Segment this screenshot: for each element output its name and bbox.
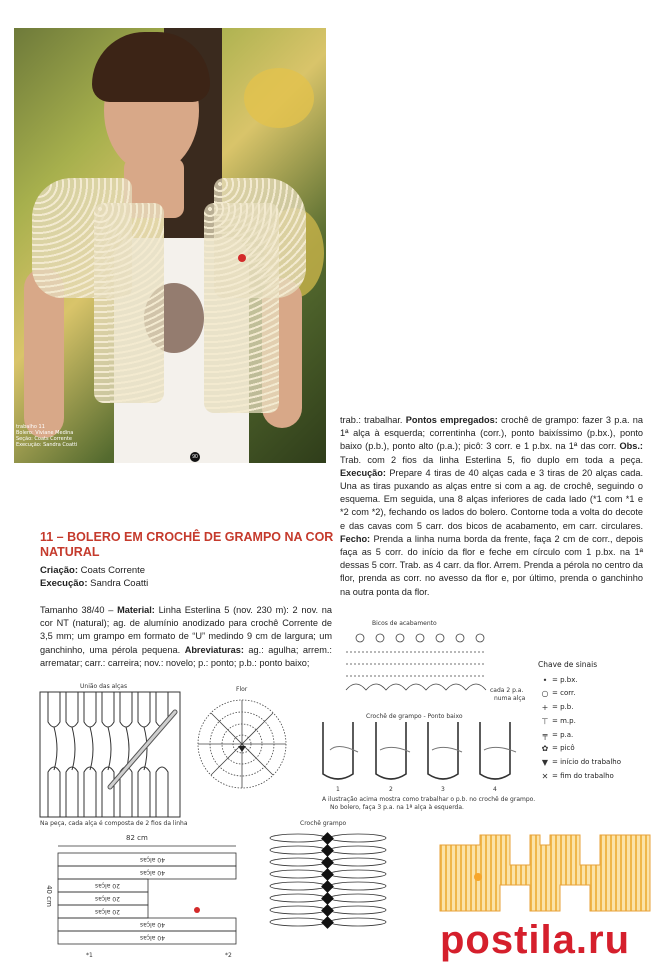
creation-label: Criação:: [40, 565, 79, 576]
text-run: Trab. com 2 fios da linha Esterlina 5, fio duplo em toda a peça.: [340, 454, 643, 465]
photo-caption: [16, 424, 77, 448]
key-label: = início do trabalho: [552, 757, 621, 766]
edging-note-2: numa alça: [494, 695, 526, 702]
key-row: [538, 770, 648, 784]
text-run: ag.: agulha; arrem.: arrematar; carr.: carreira; nov.: novelo; p.: ponto; p.b.: ponto baixo;: [40, 644, 332, 668]
marker-right: *2: [225, 952, 232, 959]
double-crochet-icon: ╤: [542, 730, 548, 740]
edging-note-1: cada 2 p.a.: [490, 687, 524, 694]
key-label: = picô: [552, 744, 575, 753]
scheme-height: 40 cm: [44, 885, 53, 907]
text-run: Prenda a linha numa borda da frente, faça 2 cm de corr., depois faça as 5 corr. do início da flor e feche em círculo com 1 p.bx. na 1ª dessas 5 corr. Trab. as 4 carr. da flor. Arrem. Prenda a pérola no centro da flor, prenda as corr. no avesso da flor e, por último, prenda o ganchinho na outra ponta da flor.: [340, 533, 643, 597]
instructions-right-column: [340, 414, 643, 599]
key-label: = p.b.: [552, 703, 574, 712]
hairpin-strip-diagram: [268, 830, 388, 930]
key-label: = m.p.: [552, 716, 576, 725]
slip-stitch-icon: •: [542, 675, 548, 685]
caption-line: trabalho 11: [16, 424, 45, 430]
key-row: [538, 715, 648, 729]
caption-line: Bolero: Viviane Medina: [16, 430, 74, 436]
key-row: [538, 742, 648, 756]
caption-line: Seção: Coats Corrente: [16, 436, 72, 442]
flower-diagram: [192, 694, 292, 794]
creation-value: Coats Corrente: [80, 565, 146, 576]
closure-label: Fecho:: [340, 533, 371, 544]
key-row: [538, 756, 648, 770]
hairpin-strip-title: Crochê grampo: [300, 820, 347, 827]
model-photo: [14, 28, 326, 463]
marker-left: *1: [86, 952, 93, 959]
single-crochet-icon: +: [541, 703, 549, 713]
strip-label: 20 alças: [95, 908, 120, 915]
hairpin-step: 2: [389, 786, 393, 793]
key-title: Chave de sinais: [538, 660, 598, 669]
hairpin-note-1: A ilustração acima mostra como trabalhar o p.b. no crochê de grampo.: [322, 796, 536, 803]
hairpin-step: 3: [441, 786, 445, 793]
page-marker: 90: [190, 452, 200, 462]
strip-label: 40 alças: [140, 934, 165, 941]
hairpin-step: 4: [493, 786, 497, 793]
key-row: [538, 729, 648, 743]
text-run: Tamanho 38/40 –: [40, 605, 118, 615]
hairpin-note-2: No bolero, faça 3 p.a. na 1ª alça à esquerda.: [330, 804, 464, 811]
end-icon: ✕: [541, 771, 549, 781]
bolero-shape-diagram: [440, 835, 650, 911]
key-label: = corr.: [552, 689, 576, 698]
key-row: [538, 687, 648, 701]
key-label: = p.a.: [552, 730, 574, 739]
picot-icon: ✿: [541, 744, 549, 754]
text-run: Linha Esterlina 5 (nov. 230 m): 2 nov. na cor NT (natural); ag. de alumínio anodizado para crochê Corrente de 3,5 mm; um grampo em formato de “U” medindo 9 cm de largura; um ganchinho, uma pérola pequena.: [40, 605, 333, 655]
abbreviations-label: Abreviaturas:: [184, 644, 244, 655]
flower-diagram-title: Flor: [236, 686, 248, 693]
hairpin-steps-diagram: [318, 722, 523, 784]
strip-label: 40 alças: [140, 921, 165, 928]
key-row: [538, 701, 648, 715]
pattern-title: 11 – BOLERO EM CROCHÊ DE GRAMPO NA COR NATURAL: [40, 530, 334, 559]
half-double-icon: ⊤: [541, 716, 549, 726]
start-icon: ▼: [541, 757, 549, 767]
strip-label: 20 alças: [95, 882, 120, 889]
symbol-key: [538, 658, 648, 783]
obs-label: Obs.:: [619, 441, 643, 452]
execution-label: Execução:: [340, 467, 386, 478]
material-label: Material:: [117, 605, 155, 615]
caption-line: Execução: Sandra Coatti: [16, 442, 78, 448]
instructions-left-column: [40, 604, 332, 670]
scheme-width: 82 cm: [126, 834, 148, 842]
bolero-left-front: [94, 203, 164, 403]
edging-diagram: [346, 628, 486, 698]
execution-credit-value: Sandra Coatti: [90, 577, 149, 589]
points-label: Pontos empregados:: [405, 415, 498, 425]
strip-label: 40 alças: [140, 856, 165, 863]
key-label: = p.bx.: [552, 675, 578, 684]
text-run: trab.: trabalhar.: [340, 415, 406, 425]
key-label: = fim do trabalho: [552, 771, 614, 780]
strip-label: 40 alças: [140, 869, 165, 876]
credits: [40, 565, 148, 590]
strip-label: 20 alças: [95, 895, 120, 902]
foliage: [244, 68, 314, 128]
bolero-right-front: [204, 203, 279, 413]
union-diagram-title: União das alças: [80, 683, 128, 690]
text-run: crochê de grampo: fazer 3 p.a. na 1ª alça à esquerda; correntinha (corr.), ponto baixíssimo (p.bx.), ponto baixo (p.b.), ponto alto (p.a.); picô: 3 corr. e 1 p.bx. na 1ª das corr.: [340, 415, 643, 452]
text-run: Prepare 4 tiras de 40 alças cada e 3 tiras de 20 alças cada. Una as tiras puxando as alças entre si com a ag. de crochê, seguindo o esquema. Em seguida, una 8 alças inferiores de cada lado (*1 com *1 e *2 com *2), fechando os lados do bolero. Contorne toda a volta do decote e das cavas com 5 carr. dos bicos de acabamento, em carr. circulares.: [340, 467, 643, 531]
rose-pin: [238, 254, 246, 262]
hairpin-diagram-title: Crochê de grampo - Ponto baixo: [366, 713, 463, 720]
edging-diagram-title: Bicos de acabamento: [372, 620, 437, 627]
execution-credit-label: Execução:: [40, 577, 88, 589]
key-row: [538, 674, 648, 688]
site-watermark: postila.ru: [440, 918, 631, 962]
union-diagram-note: Na peça, cada alça é composta de 2 fios da linha: [40, 820, 188, 827]
chain-icon: ○: [541, 689, 549, 699]
hairpin-step: 1: [336, 786, 340, 793]
union-diagram: [40, 692, 180, 817]
